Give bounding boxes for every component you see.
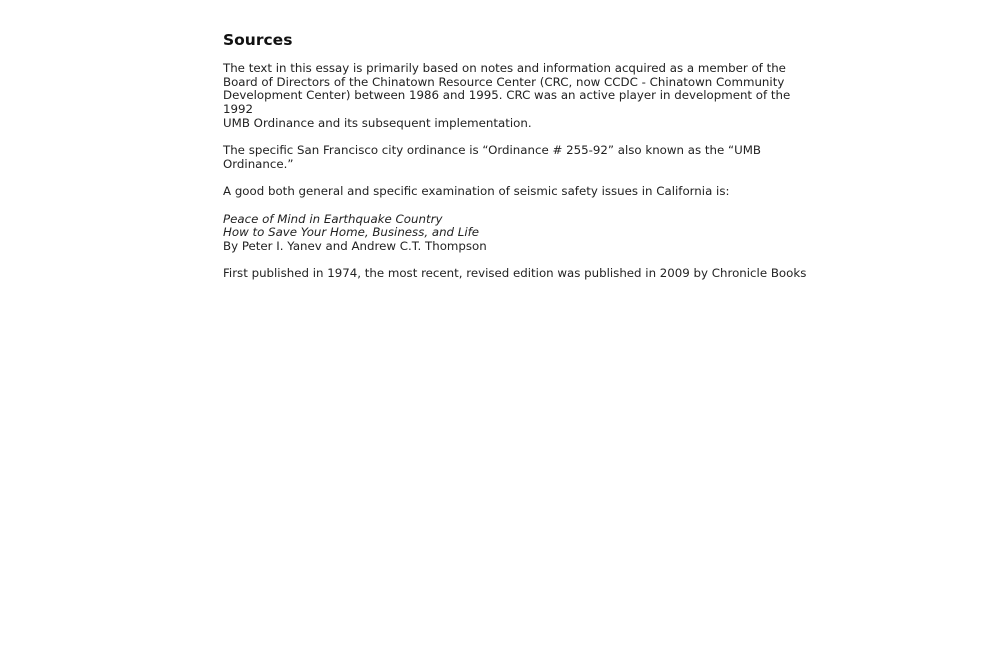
section-heading: Sources — [223, 31, 293, 49]
paragraph-ordinance: The specific San Francisco city ordinance is “Ordinance # 255-92” also known as the “UMB Ordinance.” — [223, 143, 762, 171]
book-title: Peace of Mind in Earthquake Country — [223, 211, 443, 226]
paragraph-background: The text in this essay is primarily based on notes and information acquired as a member of the Board of Directors of the Chinatown Resource Center (CRC, now CCDC - Chinatown Community Development Center) between 1986 and 1995. CRC was an active player in development of the 1992 UMB Ordinance and its subsequent implementation. — [223, 61, 791, 130]
sources-section — [223, 29, 823, 295]
paragraph-reference-intro: A good both general and specific examination of seismic safety issues in California is: — [223, 184, 730, 199]
book-authors: By Peter I. Yanev and Andrew C.T. Thompson — [223, 239, 487, 254]
book-subtitle: How to Save Your Home, Business, and Life — [223, 225, 480, 240]
book-citation — [223, 213, 823, 254]
paragraph-publication: First published in 1974, the most recent, revised edition was published in 2009 by Chronicle Books — [223, 266, 807, 281]
